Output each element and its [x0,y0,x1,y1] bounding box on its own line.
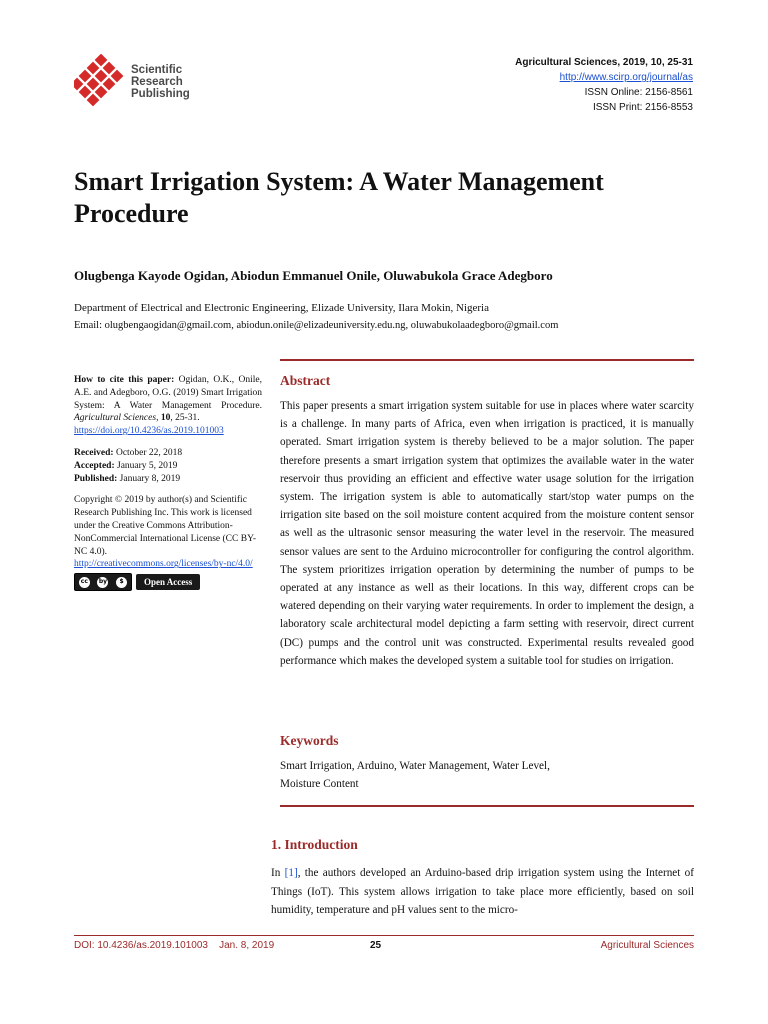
issn-online: ISSN Online: 2156-8561 [584,87,693,98]
logo-diamond [103,78,116,91]
cite-pages: , 25-31. [170,413,200,424]
paper-title: Smart Irrigation System: A Water Management Procedure [74,167,604,228]
introduction-heading: 1. Introduction [271,837,358,852]
author-emails: Email: olugbengaogidan@gmail.com, abiodun.onile@elizadeuniversity.edu.ng, oluwabukolaadegboro@gmail.com [74,320,559,331]
cite-doi-link[interactable]: https://doi.org/10.4236/as.2019.101003 [74,426,224,437]
introduction-text [271,864,694,920]
cite-volume: 10 [160,413,171,424]
journal-url-link[interactable]: http://www.scirp.org/journal/as [559,72,693,83]
accepted-label: Accepted: [74,460,115,471]
by-icon: by [97,577,108,588]
department: Department of Electrical and Electronic Engineering, Elizade University, Ilara Mokin, Nigeria [74,302,489,314]
footer-date: Jan. 8, 2019 [219,940,275,951]
dates [74,447,262,485]
cite-text: Ogidan, O.K., Onile, A.E. and Adegboro, O.G. (2019) Smart Irrigation System: A Water Management Procedure. [74,375,262,411]
logo-diamond [87,94,100,107]
logo-diamond [95,54,108,66]
keywords-line-2: Moisture Content [280,778,359,791]
received-date: October 22, 2018 [115,447,183,458]
published-date: January 8, 2019 [119,473,181,484]
keywords-heading: Keywords [280,733,339,748]
journal-citation: Agricultural Sciences, 2019, 10, 25-31 [515,57,693,68]
footer-rule [74,935,694,936]
paper-authors: Olugbenga Kayode Ogidan, Abiodun Emmanuel Onile, Oluwabukola Grace Adegboro [74,268,553,283]
logo-line-3: Publishing [131,88,190,100]
intro-prefix: In [271,867,285,879]
publisher-logo [74,54,196,108]
license-link[interactable]: http://creativecommons.org/licenses/by-nc/4.0/ [74,559,253,570]
reference-link-1[interactable]: [1] [284,867,298,879]
logo-line-2: Research [131,76,183,88]
article-info-sidebar [74,374,262,591]
cite-journal: Agricultural Sciences [74,413,157,424]
copyright-notice [74,494,262,571]
logo-diamond [95,86,108,99]
affiliation [74,300,714,334]
abstract-text: This paper presents a smart irrigation system suitable for use in places where water scarcity is a challenge. In many parts of Africa, even when irrigation is practiced, it is manually operated. Smart irrigation system is thereby believed to be a major solution. The paper therefore presents a smart irrigation system that optimizes the available water in the water reservoir thus providing an efficient and effective water usage solution for the irrigation system. The irrigation system is able to automatically start/stop water pumps on the irrigation site based on the soil moisture content acquired from the moisture content sensor as well as the ultrasonic sensor measuring the water level in the reservoir. The measured sensor values are sent to the Arduino microcontroller for configuring the control algorithm. The system prioritizes irrigation operation by determining the number of pumps to be operated at any instance as well as their locations. In this way, different crops can be watered depending on their varying water requirements. In order to implement the design, a laboratory scale architectural model depicting a farm setting with reservoir, direct current (DC) pumps and the control unit was constructed. Experimental results revealed good performance which makes the developed system a suitable tool for studies on irrigation. [280,400,694,667]
published-label: Published: [74,473,118,484]
page-footer [74,940,694,954]
cc-by-nc-badge[interactable] [74,573,132,591]
keywords-line-1: Smart Irrigation, Arduino, Water Management, Water Level, [280,760,550,772]
keywords-list [280,757,694,793]
abstract-top-rule [280,359,694,361]
journal-meta [515,55,693,115]
copyright-text: Copyright © 2019 by author(s) and Scientific Research Publishing Inc. This work is licensed under the Creative Commons Attribution-NonCommercial International License (CC BY-NC 4.0). [74,495,257,557]
logo-diamond [103,62,116,75]
footer-journal: Agricultural Sciences [600,940,694,951]
logo-diamond [79,86,92,99]
logo-diamond [111,70,124,83]
abstract-heading: Abstract [280,373,331,388]
logo-line-1: Scientific [131,64,183,76]
publisher-logo-mark [74,54,130,108]
keywords-bottom-rule [280,805,694,807]
how-to-cite: How to cite this paper: Ogidan, O.K., Onile, A.E. and Adegboro, O.G. (2019) Smart Irrigation System: A Water Management Procedure. Agricultural Sciences, 10, 25-31. https://doi.org/10.4236/as.2019.101003 [74,375,262,437]
footer-doi: DOI: 10.4236/as.2019.101003 [74,940,208,951]
page-number: 25 [370,940,382,951]
logo-diamond [74,78,83,91]
license-badges [74,573,262,591]
logo-diamond [95,70,108,83]
cite-label: How to cite this paper: [74,375,175,385]
intro-body-text: , the authors developed an Arduino-based drip irrigation system using the Internet of Things (IoT). This system allows irrigation to take place more efficiently, based on soil humidity, temperature and pH values sent to the micro- [271,867,694,917]
open-access-badge: Open Access [136,574,200,590]
received-label: Received: [74,447,114,458]
logo-diamond [79,70,92,83]
nc-icon: $ [116,577,127,588]
logo-diamond [87,62,100,75]
accepted-date: January 5, 2019 [117,460,178,471]
cc-icon: cc [79,577,90,588]
issn-print: ISSN Print: 2156-8553 [592,102,693,113]
footer-doi-date [74,940,274,951]
logo-diamond [87,78,100,91]
